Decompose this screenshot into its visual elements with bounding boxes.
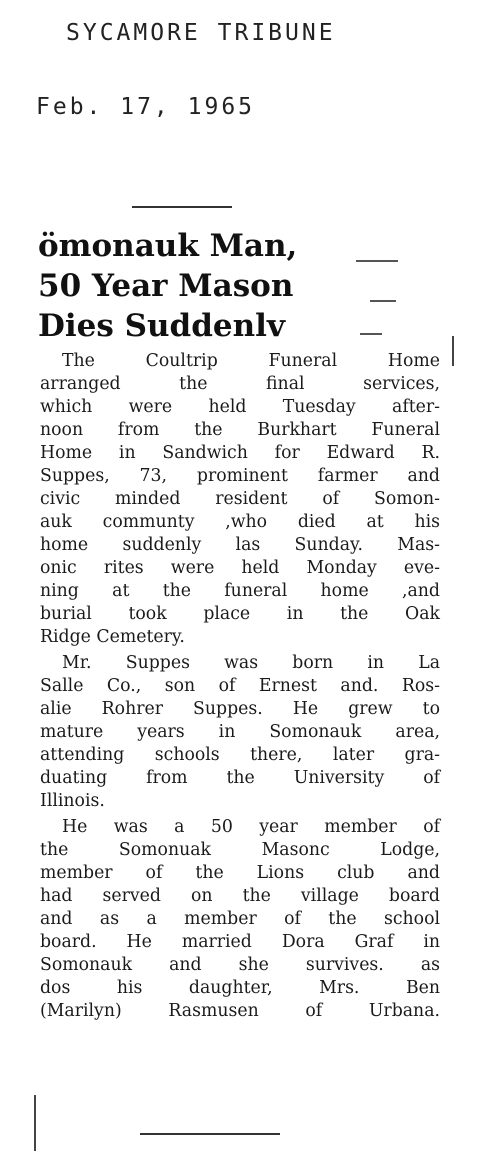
- stray-mark: [370, 300, 396, 302]
- body-line: attending schools there, later gra-: [40, 745, 440, 765]
- headline-line: Dies Suddenlv: [38, 308, 285, 344]
- body-line: (Marilyn) Rasmusen of Urbana.: [40, 1001, 440, 1021]
- body-line: Suppes, 73, prominent farmer and: [40, 466, 440, 486]
- body-line: Home in Sandwich for Edward R.: [40, 443, 440, 463]
- body-line: which were held Tuesday after-: [40, 397, 440, 417]
- body-line: Somonauk and she survives. as: [40, 955, 440, 975]
- body-line: the Somonuak Masonc Lodge,: [40, 840, 440, 860]
- top-rule: [132, 206, 232, 208]
- body-line: He was a 50 year member of: [62, 817, 440, 837]
- newspaper-name: SYCAMORE TRIBUNE: [66, 20, 336, 46]
- headline-line: ömonauk Man,: [38, 228, 298, 264]
- body-line: ning at the funeral home ,and: [40, 581, 440, 601]
- headline-line: 50 Year Mason: [38, 268, 294, 304]
- body-line: civic minded resident of Somon-: [40, 489, 440, 509]
- body-line: duating from the University of: [40, 768, 440, 788]
- body-line: Mr. Suppes was born in La: [62, 653, 440, 673]
- body-line: board. He married Dora Graf in: [40, 932, 440, 952]
- body-line: auk communty ,who died at his: [40, 512, 440, 532]
- body-line: arranged the final services,: [40, 374, 440, 394]
- column-margin-line: [34, 1095, 36, 1151]
- body-line: Illinois.: [40, 791, 105, 811]
- body-line: dos his daughter, Mrs. Ben: [40, 978, 440, 998]
- column-margin-line: [452, 336, 454, 366]
- body-line: Ridge Cemetery.: [40, 627, 185, 647]
- body-line: alie Rohrer Suppes. He grew to: [40, 699, 440, 719]
- body-line: had served on the village board: [40, 886, 440, 906]
- body-line: mature years in Somonauk area,: [40, 722, 440, 742]
- body-line: onic rites were held Monday eve-: [40, 558, 440, 578]
- body-line: Salle Co., son of Ernest and. Ros-: [40, 676, 440, 696]
- body-line: burial took place in the Oak: [40, 604, 440, 624]
- body-line: noon from the Burkhart Funeral: [40, 420, 440, 440]
- body-line: The Coultrip Funeral Home: [62, 351, 440, 371]
- stray-mark: [360, 333, 382, 335]
- clipping-date: Feb. 17, 1965: [36, 94, 256, 120]
- body-line: member of the Lions club and: [40, 863, 440, 883]
- bottom-rule: [140, 1133, 280, 1135]
- body-line: home suddenly las Sunday. Mas-: [40, 535, 440, 555]
- stray-mark: [356, 260, 398, 262]
- body-line: and as a member of the school: [40, 909, 440, 929]
